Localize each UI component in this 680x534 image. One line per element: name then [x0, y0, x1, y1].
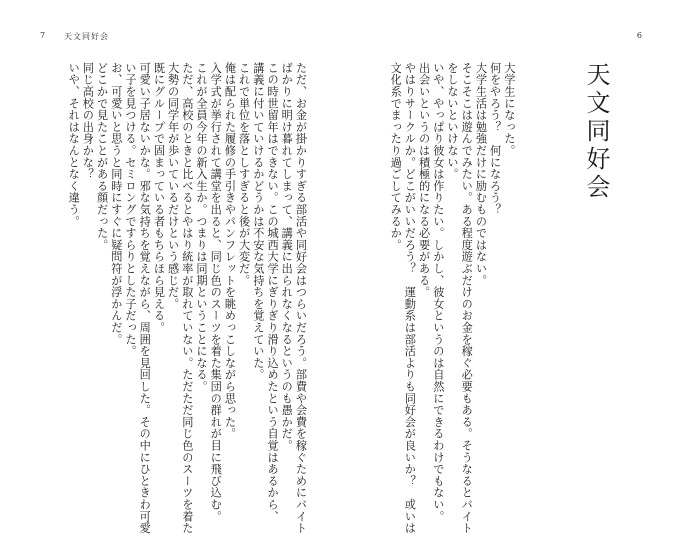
right-page-number: 6: [636, 31, 642, 40]
running-head: 天文同好会: [64, 32, 109, 41]
chapter-title: 天文同好会: [582, 62, 610, 202]
left-page-number: 7: [40, 31, 46, 40]
left-page-body: ただ、お金が掛かりすぎる部活や同好会はつらいだろう。部費や会費を稼ぐためにバイト ばかりに明け暮れてしまって、講義に出られなくなるというのも愚かだ。 この時世留年はできない。この城西大学にぎりぎり滑り込めたという自覚はあるから、 講義に付いていけるかどうかは不安な気持ちを覚えていた。 これで単位を落としすぎると後が大変だ。 俺は配られた履修の手引きやパンフレットを眺めっこしながら思った。 入学式が挙行されて講堂を出ると、同じ色のスーツを着た集団の群れが目に飛び込む。 これが全員今年の新入生か。つまりは同期ということになる。 ただ、高校のときと比べるとやはり統率が取れていない。ただただ同じ色のスーツを着た 大勢の同学年が歩いているだけという感じだ。 既にグループで固まっている者もちらほら見える。 可愛い子居ないかな。邪な気持ちを覚えながら、周囲を見回した。その中にひときわ可愛 い子を見つける。セミロングですらりとした子だった。 お、可愛いと思うと同時にすぐに疑問符が浮かんだ。 どこかで見たことがある顔だった。 同じ高校の出身かな？ いや、それはなんとなく違う。: [67, 62, 308, 534]
right-page-body: 大学生になった。 何をやろう？ 何になろう？ 大学生活は勉強だけに励むものではない。 そこそこは遊んでみたい。ある程度遊ぶだけのお金を稼ぐ必要もある。そうなるとバイト をしないといけない。 いや、やっぱり彼女は作りたい。しかし、彼女というのは自然にできるわけでもない。 出会いというのは積極的になる必要がある。 やはりサークルか。どこがいいだろう？ 運動系は部活よりも同好会が良いか？ 或いは 文化系でまったり過ごしてみるか。: [389, 62, 516, 534]
